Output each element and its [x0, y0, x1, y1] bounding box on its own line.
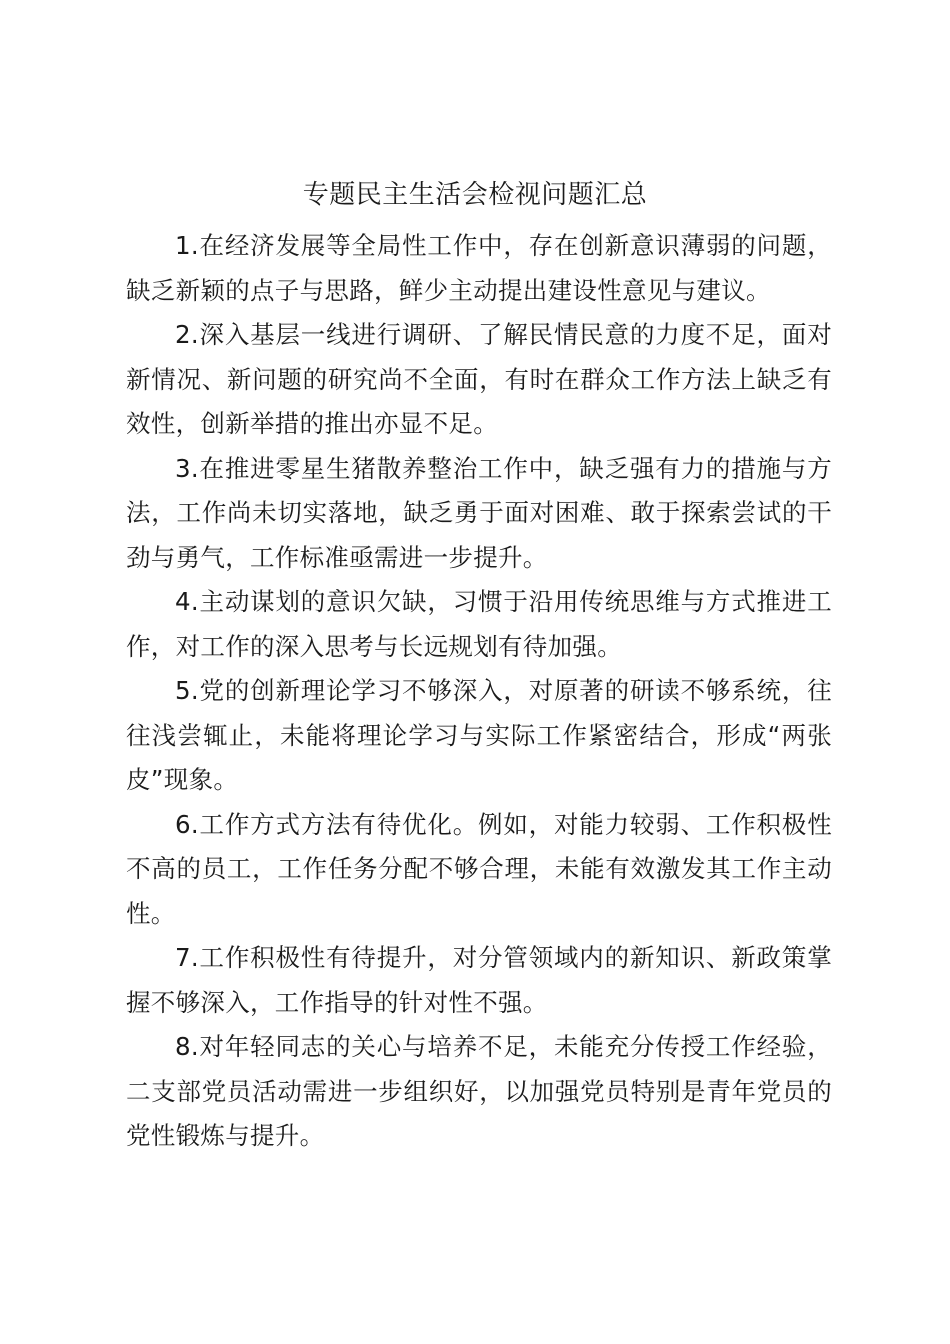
paragraph-6: 6.工作方式方法有待优化。例如，对能力较弱、工作积极性不高的员工，工作任务分配不够合理，未能有效激发其工作主动性。 [126, 809, 832, 928]
document-title: 专题民主生活会检视问题汇总 [302, 180, 648, 210]
paragraph-3: 3.在推进零星生猪散养整治工作中，缺乏强有力的措施与方法，工作尚未切实落地，缺乏勇于面对困难、敢于探索尝试的干劲与勇气，工作标准亟需进一步提升。 [126, 453, 832, 572]
paragraph-1: 1.在经济发展等全局性工作中，存在创新意识薄弱的问题，缺乏新颖的点子与思路，鲜少主动提出建设性意见与建议。 [126, 231, 832, 305]
paragraph-7: 7.工作积极性有待提升，对分管领域内的新知识、新政策掌握不够深入，工作指导的针对性不强。 [126, 943, 832, 1017]
paragraph-5: 5.党的创新理论学习不够深入，对原著的研读不够系统，往往浅尝辄止，未能将理论学习与实际工作紧密结合，形成“两张皮”现象。 [126, 676, 832, 794]
paragraph-2: 2.深入基层一线进行调研、了解民情民意的力度不足，面对新情况、新问题的研究尚不全面，有时在群众工作方法上缺乏有效性，创新举措的推出亦显不足。 [126, 320, 832, 438]
paragraph-8: 8.对年轻同志的关心与培养不足，未能充分传授工作经验，二支部党员活动需进一步组织好，以加强党员特别是青年党员的党性锻炼与提升。 [126, 1032, 832, 1150]
paragraph-4: 4.主动谋划的意识欠缺，习惯于沿用传统思维与方式推进工作，对工作的深入思考与长远规划有待加强。 [126, 587, 832, 661]
document-body [126, 224, 832, 1159]
